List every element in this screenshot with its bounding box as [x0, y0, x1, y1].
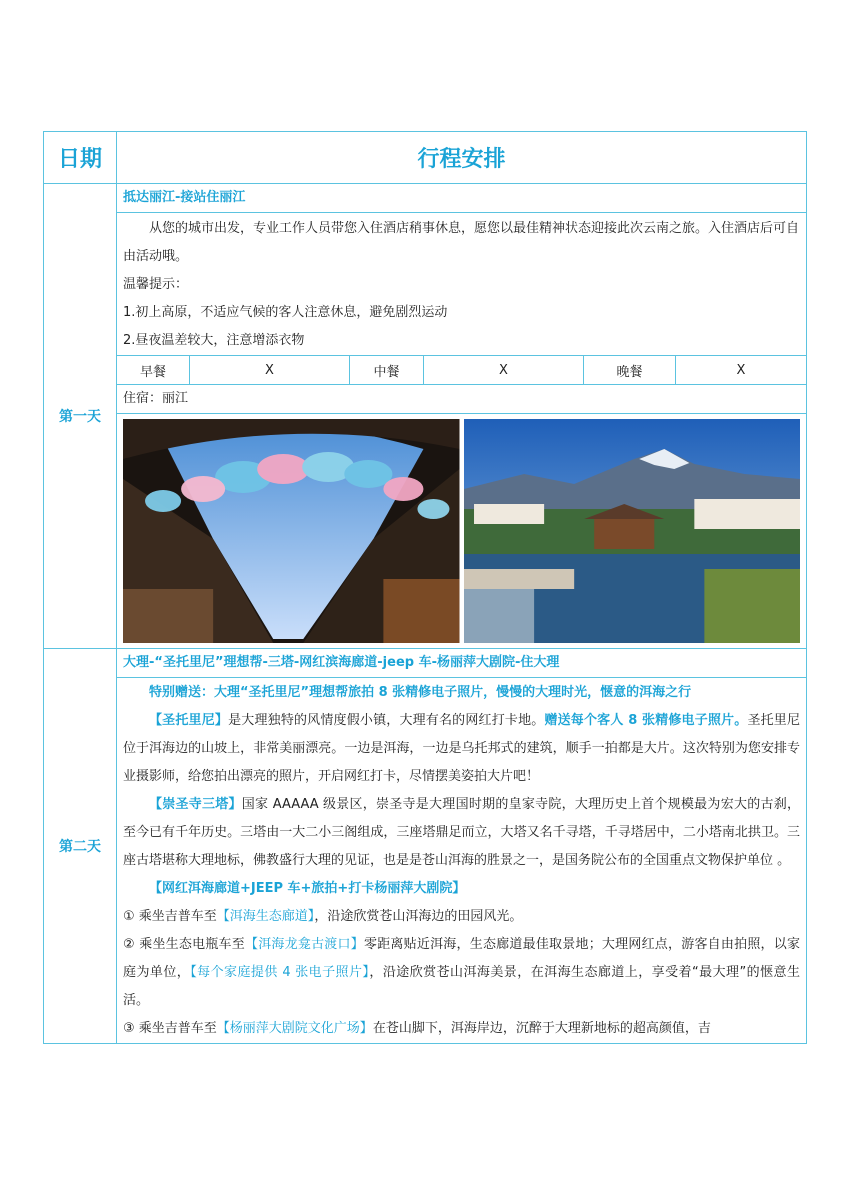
- santorini-tag: 【圣托里尼】: [149, 713, 229, 728]
- item-1-desc: ，沿途欣赏苍山洱海边的田园风光。: [314, 909, 523, 924]
- item-3-text: ③ 乘坐吉普车至: [123, 1021, 217, 1036]
- date-header: 日期: [57, 147, 102, 172]
- lunch-value: X: [423, 356, 583, 384]
- day2-gift: 特别赠送：大理“圣托里尼”理想帮旅拍 8 张精修电子照片，慢慢的大理时光，惬意的洱海之行: [149, 685, 692, 700]
- day1-stay: 住宿：丽江: [117, 384, 806, 413]
- santorini-desc: 是大理独特的风情度假小镇，大理有名的网红打卡地。: [228, 713, 545, 728]
- day2-date-cell: [44, 649, 117, 1043]
- day1-intro: 从您的城市出发，专业工作人员带您入住酒店稍事休息，愿您以最佳精神状态迎接此次云南之旅。入住酒店后可自由活动哦。: [123, 221, 800, 264]
- lunch-label: 中餐: [349, 356, 423, 384]
- day1-tips-title: 温馨提示：: [123, 277, 189, 292]
- item-2-desc-2: ，沿途欣赏苍山洱海美景，在洱海生态廊道上，享受着“最大理”的惬意生活。: [123, 965, 800, 1008]
- day1-tip-2: 2.昼夜温差较大，注意增添衣物: [123, 333, 305, 348]
- date-header-cell: [44, 132, 117, 183]
- day2-description: [117, 677, 806, 1043]
- dinner-value: X: [675, 356, 806, 384]
- santorini-gift: 赠送每个客人 8 张精修电子照片。: [544, 713, 748, 728]
- day1-label: 第一天: [59, 409, 101, 425]
- day1-tip-1: 1.初上高原，不适应气候的客人注意休息，避免剧烈运动: [123, 305, 448, 320]
- santorini-detail: 圣托里尼位于洱海边的山坡上，非常美丽漂亮。一边是洱海，一边是乌托邦式的建筑，顺手一拍都是大片。这次特别为您安排专业摄影师，给您拍出漂亮的照片，开启网红打卡，尽情摆美姿拍大片吧！: [123, 713, 800, 784]
- three-pagodas-desc: 国家 AAAAA 级景区，崇圣寺是大理国时期的皇家寺院，大理历史上首个规模最为宏大的古刹，至今已有千年历史。三塔由一大二小三阁组成，三座塔鼎足而立，大塔又名千寻塔，千寻塔居中，二小塔南北拱卫。三座古塔堪称大理地标，佛教盛行大理的见证，也是是苍山洱海的胜景之一，是国务院公布的全国重点文物保护单位 。: [123, 797, 800, 868]
- day1-content: [117, 184, 806, 648]
- item-2-desc: 零距离贴近洱海，生态廊道最佳取景地；大理网红点，游客自由拍照，以家庭为单位，: [123, 937, 800, 980]
- schedule-header-cell: [117, 132, 806, 183]
- day1-meals: [117, 355, 806, 384]
- day2-label: 第二天: [59, 839, 101, 855]
- lijiang-umbrella-street-photo: [123, 419, 460, 643]
- schedule-header: 行程安排: [417, 147, 506, 172]
- day1-date-cell: [44, 184, 117, 648]
- item-2-photo-tag: 【每个家庭提供 4 张电子照片】: [190, 965, 370, 980]
- day1-title: 抵达丽江-接站住丽江: [123, 190, 246, 205]
- item-3-desc: 在苍山脚下，洱海岸边，沉醉于大理新地标的超高颜值，吉: [372, 1021, 711, 1036]
- day2-title: 大理-“圣托里尼”理想帮-三塔-网红滨海廊道-jeep 车-杨丽萍大剧院-住大理: [123, 655, 560, 670]
- day1-photos: [117, 413, 806, 648]
- item-2-text: ② 乘坐生态电瓶车至: [123, 937, 245, 952]
- breakfast-value: X: [189, 356, 349, 384]
- day2-paragraph-santorini: [117, 707, 806, 791]
- day2-row: [44, 648, 806, 1043]
- day1-description: [117, 212, 806, 355]
- dinner-label: 晚餐: [583, 356, 675, 384]
- day1-row: [44, 183, 806, 648]
- day2-item-3: [117, 1015, 806, 1043]
- item-1-tag: 【洱海生态廊道】: [216, 909, 315, 924]
- three-pagodas-tag: 【崇圣寺三塔】: [149, 797, 242, 812]
- item-3-tag: 【杨丽萍大剧院文化广场】: [216, 1021, 373, 1036]
- day2-item-2: [117, 931, 806, 1015]
- lijiang-lake-resort-photo: [464, 419, 801, 643]
- item-2-tag: 【洱海龙龛古渡口】: [244, 937, 364, 952]
- breakfast-label: 早餐: [139, 364, 166, 380]
- day2-paragraph-three-pagodas: [117, 791, 806, 875]
- day2-item-1: [117, 903, 806, 931]
- day2-content: [117, 649, 806, 1043]
- item-1-text: ① 乘坐吉普车至: [123, 909, 217, 924]
- itinerary-table: [43, 131, 807, 1044]
- table-header: [44, 132, 806, 183]
- day2-erhai-corridor-heading: 【网红洱海廊道+JEEP 车+旅拍+打卡杨丽萍大剧院】: [149, 881, 466, 896]
